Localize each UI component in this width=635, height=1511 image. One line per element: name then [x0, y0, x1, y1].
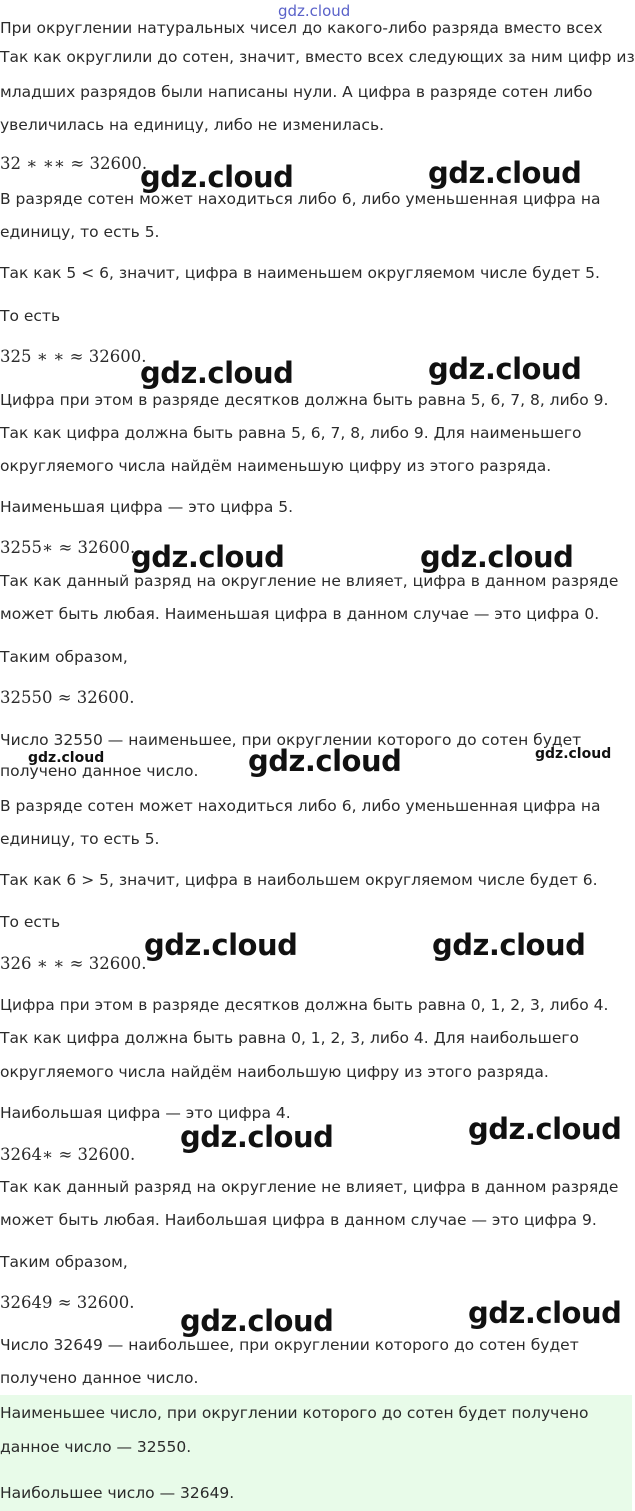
text-line: То есть: [0, 913, 61, 931]
text-line: Число 32649 — наибольшее, при округлении которого до сотен будет: [0, 1336, 579, 1354]
text-line: Так как округлили до сотен, значит, вместо всех следующих за ним цифр из: [0, 48, 635, 66]
answer-line: данное число — 32550.: [0, 1438, 192, 1456]
watermark: gdz.cloud: [428, 156, 582, 190]
formula: 32550 ≈ 32600.: [0, 688, 135, 707]
formula: 3264∗ ≈ 32600.: [0, 1145, 136, 1164]
watermark: gdz.cloud: [131, 540, 285, 574]
text-line: То есть: [0, 307, 61, 325]
text-line: Наибольшая цифра — это цифра 4.: [0, 1104, 291, 1122]
watermark: gdz.cloud: [140, 356, 294, 390]
text-line: младших разрядов были написаны нули. А цифра в разряде сотен либо: [0, 83, 593, 101]
text-line: единицу, то есть 5.: [0, 830, 160, 848]
text-line: Цифра при этом в разряде десятков должна быть равна 0, 1, 2, 3, либо 4.: [0, 996, 609, 1014]
text-line: Таким образом,: [0, 1253, 128, 1271]
text-line: Цифра при этом в разряде десятков должна быть равна 5, 6, 7, 8, либо 9.: [0, 391, 609, 409]
text-line: Так как 6 > 5, значит, цифра в наибольшем округляемом числе будет 6.: [0, 871, 598, 889]
text-line: Так как данный разряд на округление не влияет, цифра в данном разряде: [0, 572, 619, 590]
text-line: округляемого числа найдём наибольшую цифру из этого разряда.: [0, 1063, 549, 1081]
watermark: gdz.cloud: [144, 928, 298, 962]
watermark: gdz.cloud: [468, 1112, 622, 1146]
text-line: Наименьшая цифра — это цифра 5.: [0, 498, 294, 516]
clipped-line: При округлении натуральных чисел до какого-либо разряда вместо всех: [0, 19, 603, 37]
watermark: gdz.cloud: [432, 928, 586, 962]
watermark: gdz.cloud: [180, 1120, 334, 1154]
watermark: gdz.cloud: [180, 1304, 334, 1338]
answer-line: Наименьшее число, при округлении которого до сотен будет получено: [0, 1404, 589, 1422]
watermark: gdz.cloud: [28, 750, 105, 766]
text-line: получено данное число.: [0, 1369, 199, 1387]
text-line: может быть любая. Наибольшая цифра в данном случае — это цифра 9.: [0, 1211, 597, 1229]
formula: 32649 ≈ 32600.: [0, 1293, 135, 1312]
watermark: gdz.cloud: [468, 1296, 622, 1330]
answer-box: [0, 1395, 632, 1511]
formula: 32 ∗ ∗∗ ≈ 32600.: [0, 154, 148, 173]
watermark: gdz.cloud: [248, 744, 402, 778]
text-line: единицу, то есть 5.: [0, 223, 160, 241]
text-line: Таким образом,: [0, 648, 128, 666]
text-line: В разряде сотен может находиться либо 6, либо уменьшенная цифра на: [0, 190, 601, 208]
text-line: Число 32550 — наименьшее, при округлении которого до сотен будет: [0, 731, 582, 749]
text-line: Так как цифра должна быть равна 5, 6, 7, 8, либо 9. Для наименьшего: [0, 424, 582, 442]
watermark: gdz.cloud: [535, 746, 612, 762]
watermark: gdz.cloud: [420, 540, 574, 574]
text-line: получено данное число.: [0, 762, 199, 780]
text-line: увеличилась на единицу, либо не изменилась.: [0, 116, 385, 134]
text-line: Так как данный разряд на округление не влияет, цифра в данном разряде: [0, 1178, 619, 1196]
text-line: Так как цифра должна быть равна 0, 1, 2, 3, либо 4. Для наибольшего: [0, 1029, 580, 1047]
watermark: gdz.cloud: [428, 352, 582, 386]
text-line: округляемого числа найдём наименьшую цифру из этого разряда.: [0, 457, 552, 475]
text-line: Так как 5 < 6, значит, цифра в наименьшем округляемом числе будет 5.: [0, 264, 600, 282]
text-line: В разряде сотен может находиться либо 6, либо уменьшенная цифра на: [0, 797, 601, 815]
formula: 326 ∗ ∗ ≈ 32600.: [0, 954, 147, 973]
formula: 3255∗ ≈ 32600.: [0, 538, 136, 557]
text-line: может быть любая. Наименьшая цифра в данном случае — это цифра 0.: [0, 605, 600, 623]
answer-line: Наибольшее число — 32649.: [0, 1484, 235, 1502]
site-logo[interactable]: gdz.cloud: [278, 2, 351, 20]
formula: 325 ∗ ∗ ≈ 32600.: [0, 347, 147, 366]
watermark: gdz.cloud: [140, 160, 294, 194]
